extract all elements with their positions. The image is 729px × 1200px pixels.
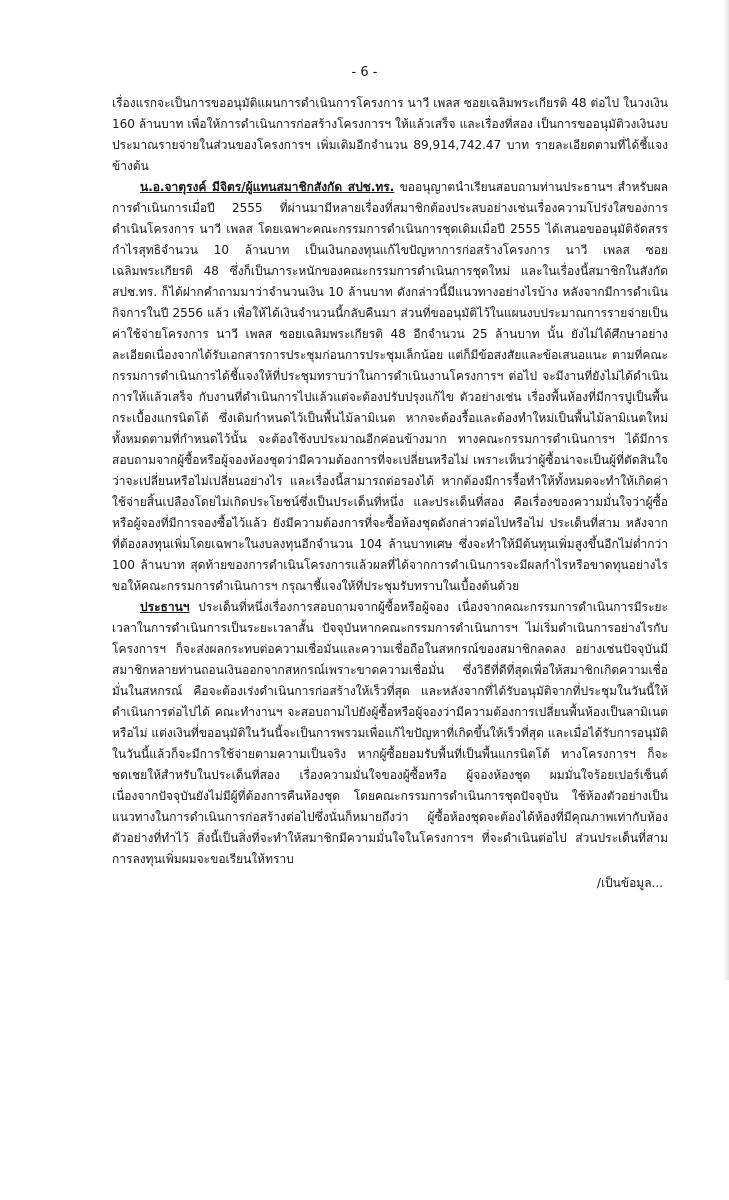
paragraph-text: ขออนุญาตนำเรียนสอบถามท่านประธานฯ สำหรับผลการดำเนินการเมื่อปี 2555 ที่ผ่านมามีหลายเรื่องที่สมาชิกต้องประสบอย่างเช่นเรื่องความโปร่งใสของการดำเนินโครงการ นาวี เพลส โดยเฉพาะคณะกรรมการดำเนินการชุดเดิมเมื่อปี 2555 ได้เสนอขออนุมัติจัดสรรกำไรสุทธิจำนวน 10 ล้านบาท เป็นเงินกองทุนแก้ไขปัญหาการก่อสร้างโครงการ นาวี เพลส ซอยเฉลิมพระเกียรติ 48 ซึ่งก็เป็นภาระหนักของคณะกรรมการดำเนินการชุดใหม่ และในเรื่องนี้สมาชิกในสังกัด สปช.ทร. ก็ได้ฝากคำถามมาว่าจำนวนเงิน 10 ล้านบาท ดังกล่าวนี้มีแนวทางอย่างไรบ้าง หลังจากมีการดำเนินกิจการในปี 2556 แล้ว เพื่อให้ได้เงินจำนวนนี้กลับคืนมา ส่วนที่ขออนุมัติไว้ในแผนงบประมาณการรายจ่ายเป็นค่าใช้จ่ายโครงการ นาวี เพลส ซอยเฉลิมพระเกียรติ 48 อีกจำนวน 25 ล้านบาท นั้น ยังไม่ได้ศึกษาอย่างละเอียดเนื่องจากได้รับเอกสารการประชุมก่อนการประชุมเล็กน้อย แต่ก็มีข้อสงสัยและข้อเสนอแนะ ตามที่คณะกรรมการดำเนินการได้ชี้แจงให้ที่ประชุมทราบว่าในการดำเนินงานโครงการฯ ต่อไป จะมีงานที่ยังไม่ได้ดำเนินการให้แล้วเสร็จ กับงานที่ดำเนินการไปแล้วแต่จะต้องปรับปรุงแก้ไข ตัวอย่างเช่น เรื่องพื้นห้องที่มีการปูเป็นพื้นกระเบื้องแกรนิตโต้ ซึ่งเดิมกำหนดไว้เป็นพื้นไม้ลามิเนต หากจะต้องรื้อและต้องทำใหม่เป็นพื้นไม้ลามิเนตใหม่ทั้งหมดตามที่กำหนดไว้นั้น จะต้องใช้งบประมาณอีกค่อนข้างมาก ทางคณะกรรมการดำเนินการฯ ได้มีการสอบถามจากผู้ซื้อหรือผู้จองห้องชุดว่ามีความต้องการที่จะเปลี่ยนหรือไม่ เพราะเห็นว่าผู้ซื้อน่าจะเป็นผู้ที่ตัดสินใจว่าจะเปลี่ยนหรือไม่เปลี่ยนอย่างไร และเรื่องนี้สามารถต่อรองได้ หากต้องมีการรื้อทำให้ทั้งหมดจะทำให้เกิดค่าใช้จ่ายสิ้นเปลืองโดยไม่เกิดประโยชน์ซึ่งเป็นประเด็นที่หนึ่ง และประเด็นที่สอง คือเรื่องของความมั่นใจว่าผู้ซื้อหรือผู้จองที่มีการจองซื้อไว้แล้ว ยังมีความต้องการที่จะซื้อห้องชุดดังกล่าวต่อไปหรือไม่ ประเด็นที่สาม หลังจากที่ต้องลงทุนเพิ่มโดยเฉพาะในงบลงทุนอีกจำนวน 104 ล้านบาทเศษ ซึ่งจะทำให้มีต้นทุนเพิ่มสูงขึ้นอีกไม่ต่ำกว่า 100 ล้านบาท สุดท้ายของการดำเนินโครงการแล้วผลที่ได้จากการดำเนินการจะมีผลกำไรหรือขาดทุนอย่างไร ขอให้คณะกรรมการดำเนินการฯ กรุณาชี้แจงให้ที่ประชุมรับทราบในเบื้องต้นด้วย <box>112 180 668 593</box>
speaker-name: น.อ.จาตุรงค์ มีจิตร/ผู้แทนสมาชิกสังกัด สปช.ทร. <box>140 180 395 194</box>
document-body <box>112 93 668 870</box>
paragraph-text: เรื่องแรกจะเป็นการขออนุมัติแผนการดำเนินการโครงการ นาวี เพลส ซอยเฉลิมพระเกียรติ 48 ต่อไป ในวงเงิน 160 ล้านบาท เพื่อให้การดำเนินการก่อสร้างโครงการฯ ให้แล้วเสร็จ และเรื่องที่สอง เป็นการขออนุมัติวงเงินงบประมาณรายจ่ายในส่วนของโครงการฯ เพิ่มเติมอีกจำนวน 89,914,742.47 บาท รายละเอียดตามที่ได้ชี้แจงข้างต้น <box>112 96 668 173</box>
speaker-name: ประธานฯ <box>140 600 190 614</box>
page-edge-shadow <box>723 0 729 980</box>
paragraph-chairman-answer <box>112 597 668 870</box>
paragraph-intro <box>112 93 668 177</box>
paragraph-member-question <box>112 177 668 597</box>
paragraph-text: ประเด็นที่หนึ่งเรื่องการสอบถามจากผู้ซื้อหรือผู้จอง เนื่องจากคณะกรรมการดำเนินการมีระยะเวลาในการดำเนินการเป็นระยะเวลาสั้น ปัจจุบันหากคณะกรรมการดำเนินการฯ ไม่เริ่มดำเนินการอย่างไรกับโครงการฯ ก็จะส่งผลกระทบต่อความเชื่อมั่นและความเชื่อถือในสหกรณ์ของสมาชิกลดลง อย่างเช่นปัจจุบันมีสมาชิกหลายท่านถอนเงินออกจากสหกรณ์เพราะขาดความเชื่อมั่น ซึ่งวิธีที่ดีที่สุดเพื่อให้สมาชิกเกิดความเชื่อมั่นในสหกรณ์ คือจะต้องเร่งดำเนินการก่อสร้างให้เร็วที่สุด และหลังจากที่ได้รับอนุมัติจากที่ประชุมในวันนี้ให้ดำเนินการต่อไปได้ คณะทำงานฯ จะสอบถามไปยังผู้ซื้อหรือผู้จองว่ามีความต้องการเปลี่ยนพื้นห้องเป็นลามิเนตหรือไม่ แต่งเงินที่ขออนุมัติในวันนี้จะเป็นการพรวมเพื่อแก้ไขปัญหาที่เกิดขึ้นให้เร็วที่สุด และเมื่อได้รับการอนุมัติในวันนี้แล้วก็จะมีการใช้จ่ายตามความเป็นจริง หากผู้ซื้อยอมรับพื้นที่เป็นพื้นแกรนิตโต้ ทางโครงการฯ ก็จะชดเชยให้สำหรับในประเด็นที่สอง เรื่องความมั่นใจของผู้ซื้อหรือ ผู้จองห้องชุด ผมมั่นใจร้อยเปอร์เซ็นต์ เนื่องจากปัจจุบันยังไม่มีผู้ที่ต้องการคืนห้องชุด โดยคณะกรรมการดำเนินการชุดปัจจุบัน ใช้ห้องตัวอย่างเป็นแนวทางในการดำเนินการก่อสร้างต่อไปซึ่งนั่นก็หมายถึงว่า ผู้ซื้อห้องชุดจะต้องได้ห้องที่มีคุณภาพเท่ากับห้องตัวอย่างที่ทำไว้ สิ่งนี้เป็นสิ่งที่จะทำให้สมาชิกมีความมั่นใจในโครงการฯ ที่จะดำเนินต่อไป ส่วนประเด็นที่สาม การลงทุนเพิ่มผมจะขอเรียนให้ทราบ <box>112 600 668 866</box>
page-number: - 6 - <box>351 65 378 80</box>
continuation-marker: /เป็นข้อมูล... <box>596 876 663 890</box>
